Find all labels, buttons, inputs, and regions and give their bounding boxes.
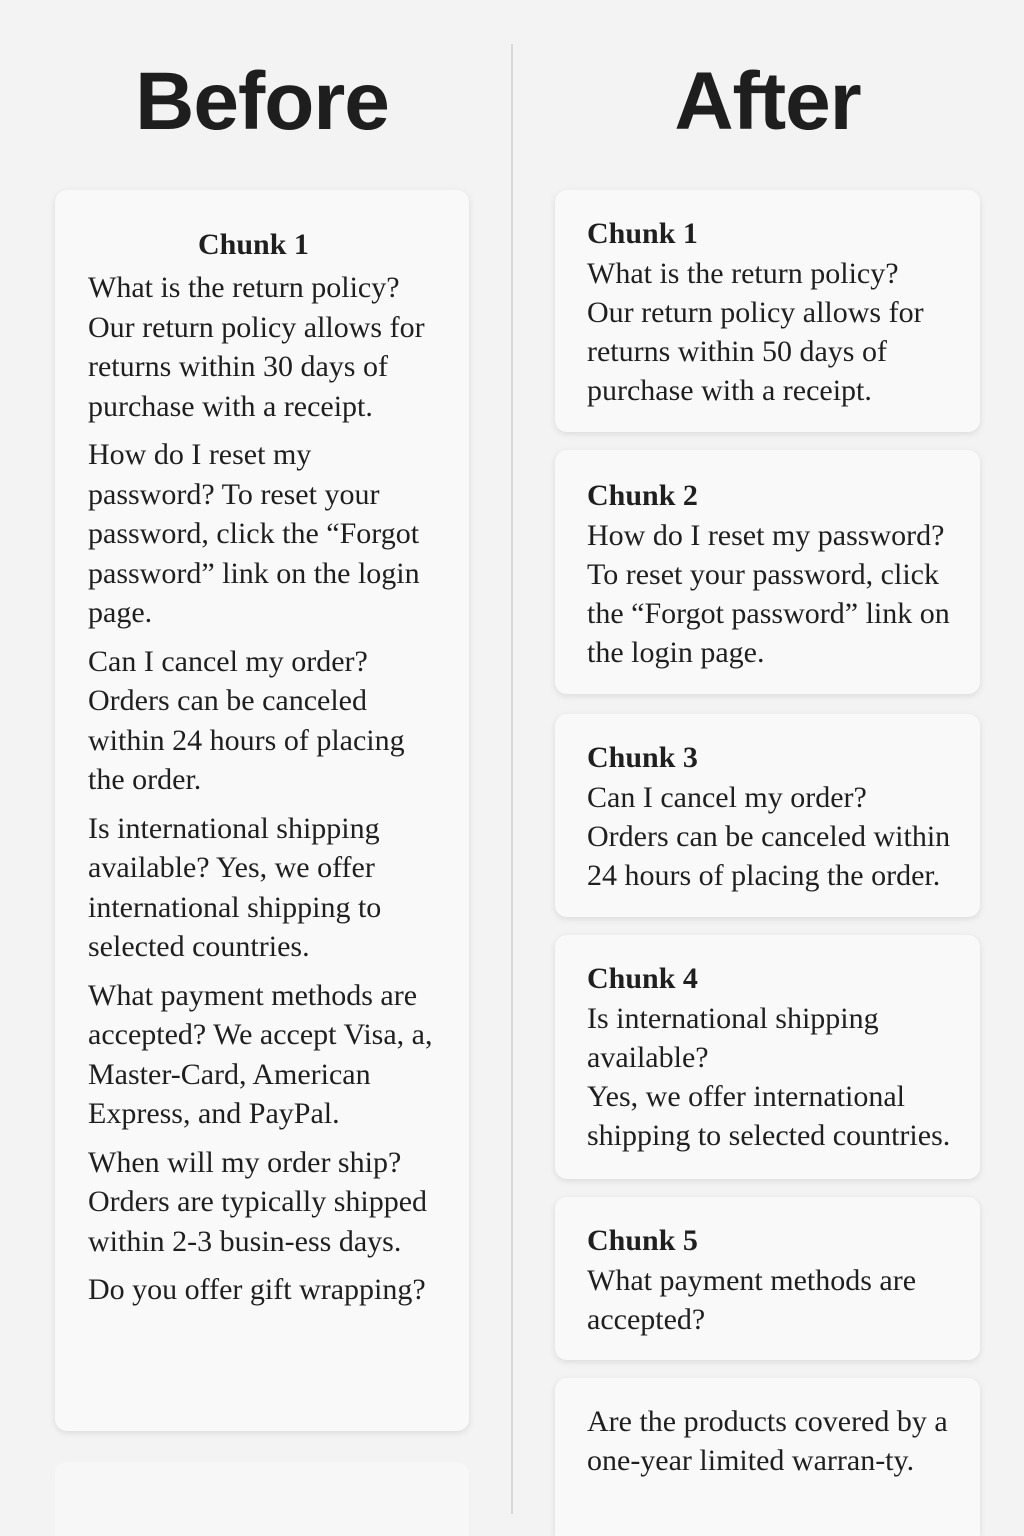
before-chunk-card [55,190,469,1431]
after-chunk-question: Can I cancel my order? [587,781,867,814]
before-qa-item: How do I reset my password? To reset your password, click the “Forgot password” link on the login page. [88,438,420,629]
before-card-continuation [55,1462,469,1536]
before-qa-item: What is the return policy? Our return policy allows for returns within 30 days of purchase with a receipt. [88,271,425,423]
column-divider [511,44,513,1514]
after-chunk-question: How do I reset my password? [587,519,945,552]
before-qa-item: Do you offer gift wrapping? [88,1273,426,1306]
before-qa-item: When will my order ship? Orders are typically shipped within 2-3 busin-ess days. [88,1145,428,1258]
after-chunk-card-1 [555,190,980,432]
after-heading: After [674,56,861,147]
before-qa-item: What payment methods are accepted? We accept Visa, a, Master-Card, American Express, and PayPal. [88,978,433,1130]
after-chunk-title: Chunk 1 [587,217,698,250]
after-chunk-title: Chunk 3 [587,741,698,774]
after-chunk-answer: Our return policy allows for returns within 50 days of purchase with a receipt. [587,296,924,407]
after-chunk-answer: To reset your password, click the “Forgot password” link on the login page. [587,558,950,669]
after-chunk-answer: Orders can be canceled within 24 hours of placing the order. [587,820,951,892]
before-heading: Before [135,56,389,147]
after-chunk-answer: Yes, we offer international shipping to selected countries. [587,1080,951,1152]
after-chunk-title: Chunk 5 [587,1224,698,1257]
after-chunk-question: Is international shipping available? [587,1002,879,1074]
after-chunk-title: Chunk 2 [587,479,698,512]
before-chunk-title: Chunk 1 [198,228,309,261]
after-chunk-question: What payment methods are accepted? [587,1264,917,1336]
after-chunk-question: What is the return policy? [587,257,899,290]
after-chunk-card-6 [555,1378,980,1536]
before-qa-item: Can I cancel my order? Orders can be canceled within 24 hours of placing the order. [88,644,405,796]
after-chunk-question: Are the products covered by a one-year limited warran-ty. [587,1405,948,1477]
after-chunk-title: Chunk 4 [587,962,698,995]
after-chunk-card-2 [555,450,980,694]
after-chunk-card-5 [555,1197,980,1360]
after-chunk-card-3 [555,714,980,917]
before-qa-item: Is international shipping available? Yes, we offer international shipping to selected countries. [88,811,382,963]
after-chunk-card-4 [555,935,980,1179]
